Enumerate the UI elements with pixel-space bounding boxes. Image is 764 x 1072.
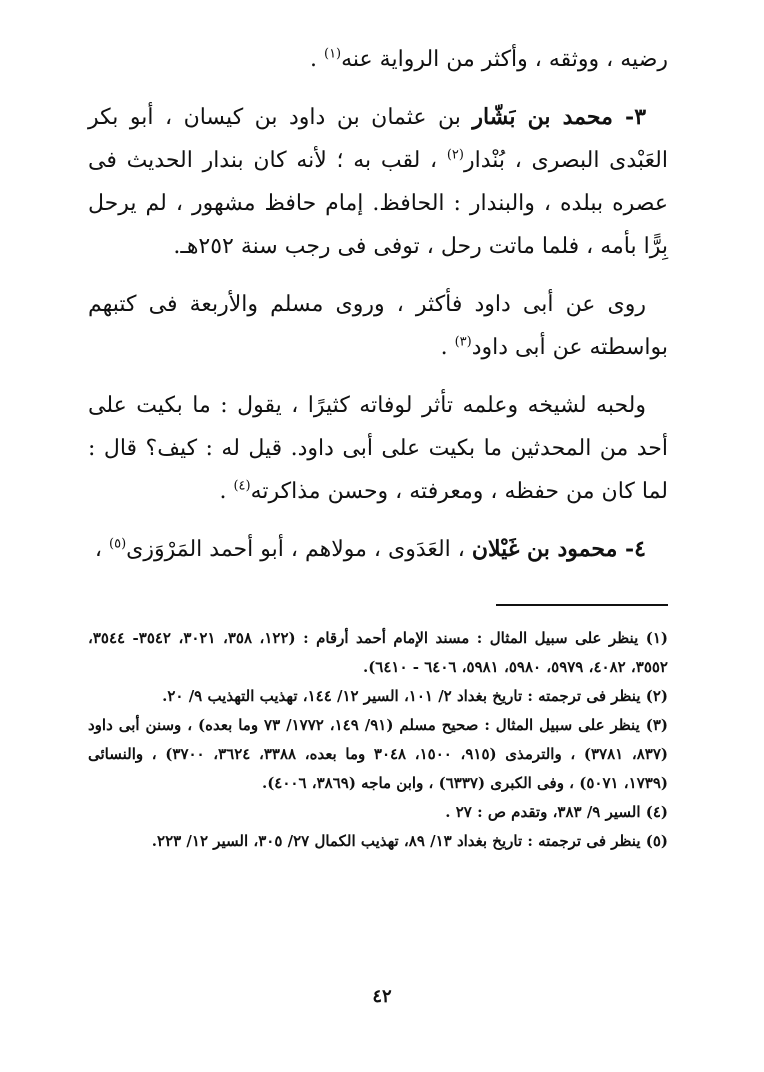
narration-tail: . xyxy=(440,335,455,360)
paragraph-narration xyxy=(88,283,668,369)
paragraph-grief xyxy=(88,384,668,513)
footnote-4: (٤) السير ٩/ ٣٨٣، وتقدم ص : ٢٧ . xyxy=(445,803,668,821)
footnote-marker-1[interactable]: (١) xyxy=(323,46,342,62)
footnote-marker-5[interactable]: (٥) xyxy=(109,536,127,552)
narration-text: روى عن أبى داود فأكثر ، وروى مسلم والأربعة فى كتبهم بواسطته عن أبى داود xyxy=(88,292,668,360)
grief-tail: . xyxy=(219,479,234,504)
footnotes xyxy=(88,624,668,856)
entry-name: محمد بن بَشّار xyxy=(472,104,613,130)
entry-text: بن عثمان بن داود بن كيسان ، أبو بكر العَبْدى البصرى ، بُنْدار xyxy=(88,105,668,173)
footnote-3: (٣) ينظر على سبيل المثال : صحيح مسلم (٩١/ ١٤٩، ١٧٧٢/ ٧٣ وما بعده) ، وسنن أبى داود (٨٣٧، ٣٧٨١) ، والترمذى (٩١٥، ١٥٠٠، ٣٠٤٨ وما بعده، ٣٣٨٨، ٣٦٢٤، ٣٧٠٠) ، والنسائى (١٧٣٩، ٥٠٧١) ، وفى الكبرى (٦٣٣٧) ، وابن ماجه (٣٨٦٩، ٤٠٠٦). xyxy=(88,716,668,792)
entry-name: محمود بن غَيْلان xyxy=(471,536,618,562)
entry-text-continued: ، لقب به ؛ لأنه كان بندار الحديث فى عصره ببلده ، والبندار : الحافظ. إمام حافظ مشهور ، لم يرحل بِرًّا بأمه ، فلما ماتت رحل ، توفى فى رجب سنة ٢٥٢هـ. xyxy=(88,148,668,259)
footnote-marker-2[interactable]: (٢) xyxy=(446,147,464,163)
footnote-5: (٥) ينظر فى ترجمته : تاريخ بغداد ١٣/ ٨٩، تهذيب الكمال ٢٧/ ٣٠٥، السير ١٢/ ٢٢٣. xyxy=(151,832,668,850)
paragraph-continuation xyxy=(88,38,668,81)
entry-text: ، العَدَوى ، مولاهم ، أبو أحمد المَرْوَزى xyxy=(126,537,472,562)
footnote-1: (١) ينظر على سبيل المثال : مسند الإمام أحمد أرقام : (١٢٢، ٣٥٨، ٣٠٢١، ٣٥٤٢- ٣٥٤٤، ٣٥٥٢، ٤٠٨٢، ٥٩٧٩، ٥٩٨٠، ٥٩٨١، ٦٤٠٦ - ٦٤١٠). xyxy=(88,629,668,676)
main-text xyxy=(88,38,668,571)
footnote-marker-4[interactable]: (٤) xyxy=(233,478,251,494)
entry-number: ٣- xyxy=(612,104,647,130)
entry-number: ٤- xyxy=(617,536,646,562)
footnote-separator xyxy=(496,604,668,606)
entry-mahmud-ibn-ghaylan xyxy=(88,528,668,571)
continuation-tail: . xyxy=(309,47,324,72)
continuation-text: رضيه ، ووثقه ، وأكثر من الرواية عنه xyxy=(341,47,668,72)
grief-text: ولحبه لشيخه وعلمه تأثر لوفاته كثيرًا ، يقول : ما بكيت على أحد من المحدثين ما بكيت على أبى داود. قيل له : كيف؟ قال : لما كان من حفظه ، ومعرفته ، وحسن مذاكرته xyxy=(88,393,668,504)
page-number: ٤٢ xyxy=(372,986,392,1007)
entry-tail: ، xyxy=(94,537,110,562)
footnote-2: (٢) ينظر فى ترجمته : تاريخ بغداد ٢/ ١٠١، السير ١٢/ ١٤٤، تهذيب التهذيب ٩/ ٢٠. xyxy=(162,687,668,705)
footnote-marker-3[interactable]: (٣) xyxy=(454,334,472,350)
entry-muhammad-ibn-bashshar xyxy=(88,96,668,268)
